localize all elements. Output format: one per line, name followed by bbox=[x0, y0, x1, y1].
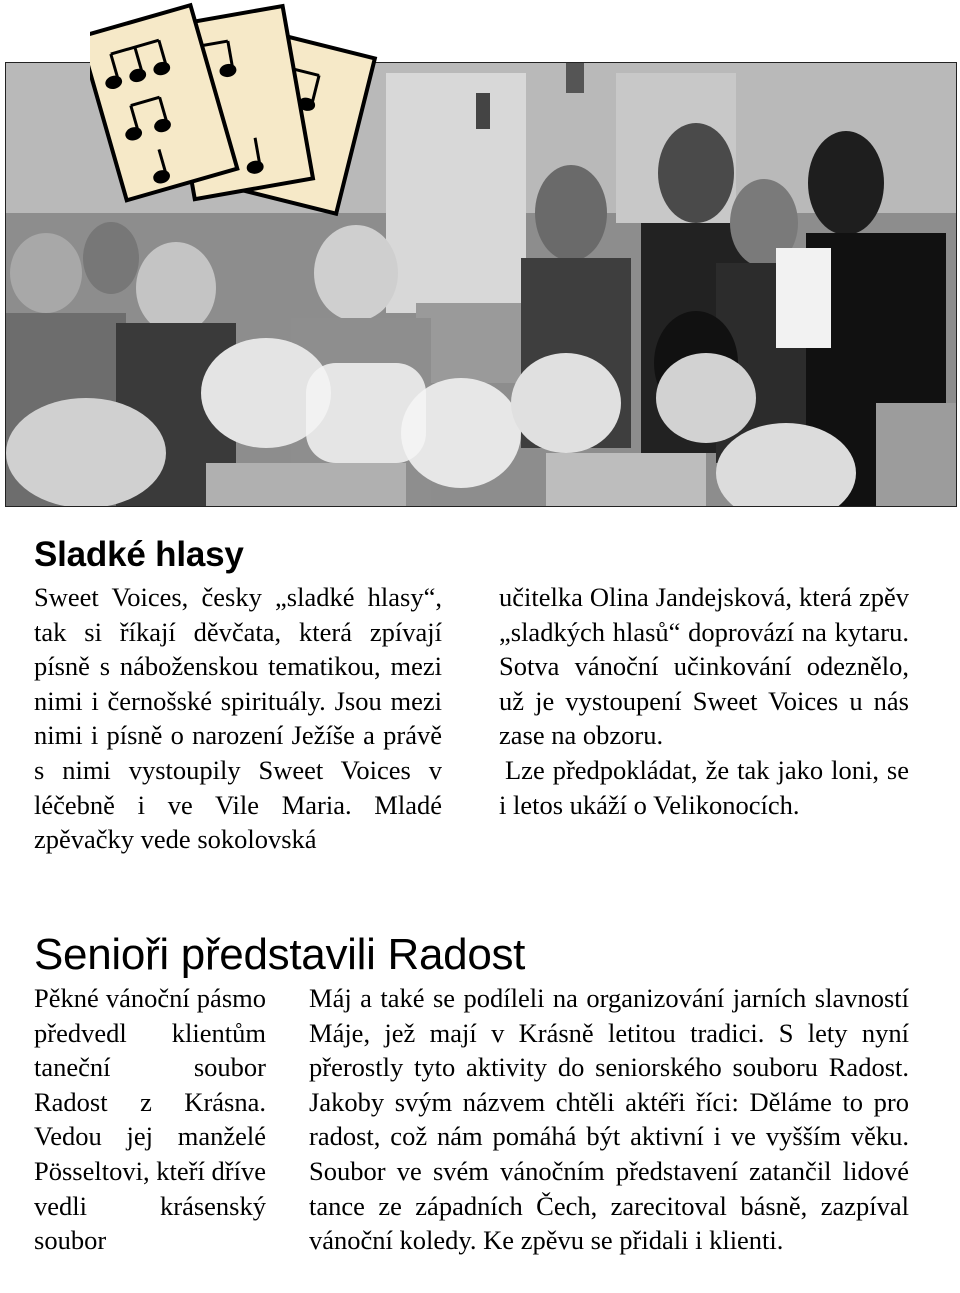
sheet-music-clipart bbox=[90, 0, 380, 232]
article-title-seniori: Senioři představili Radost bbox=[34, 930, 526, 979]
article1-column-right bbox=[499, 580, 909, 822]
article1-paragraph: Sweet Voices, česky „sladké hlasy“, tak si říkají děvčata, která zpívají písně s náboženskou tematikou, mezi nimi i černošské spirituály. Jsou mezi nimi i písně o narození Ježíše a právě s nimi vystoupily Sweet Voices v léčebně i ve Vile Maria. Mladé zpěvačky vede sokolovská bbox=[34, 582, 442, 855]
article1-paragraph: Lze předpokládat, že tak jako loni, se i letos ukáží o Velikonocích. bbox=[499, 754, 909, 820]
article2-paragraph: Máj a také se podíleli na organizování jarních slavností Máje, jež mají v Krásně letitou tradici. S lety nyní přerostly tyto aktivity do seniorského souboru Radost. Jakoby svým názvem chtěli aktéři říci: Děláme to pro radost, což nám pomáhá být aktivní i ve vyšším věku. Soubor ve svém vánočním představení zatančil lidové tance ze západních Čech, zarecitoval básně, zazpíval vánoční koledy. Ke zpěvu se přidali i klienti. bbox=[309, 983, 909, 1256]
article1-paragraph: učitelka Olina Jandejsková, která zpěv „sladkých hlasů“ doprovází na kytaru. Sotva vánoční učinkování odeznělo, už je vystoupení Sweet Voices u nás zase na obzoru. bbox=[499, 582, 909, 751]
article2-paragraph: Pěkné vánoční pásmo předvedl klientům taneční soubor Radost z Krásna. Vedou jej manželé Pösseltovi, kteří dříve vedli krásenský soubor bbox=[34, 983, 266, 1256]
article2-column-right bbox=[309, 981, 909, 1258]
article1-column-left bbox=[34, 580, 442, 857]
music-notes-icon bbox=[90, 0, 380, 232]
article-title-sladke-hlasy: Sladké hlasy bbox=[34, 535, 244, 574]
article2-column-left bbox=[34, 981, 266, 1258]
